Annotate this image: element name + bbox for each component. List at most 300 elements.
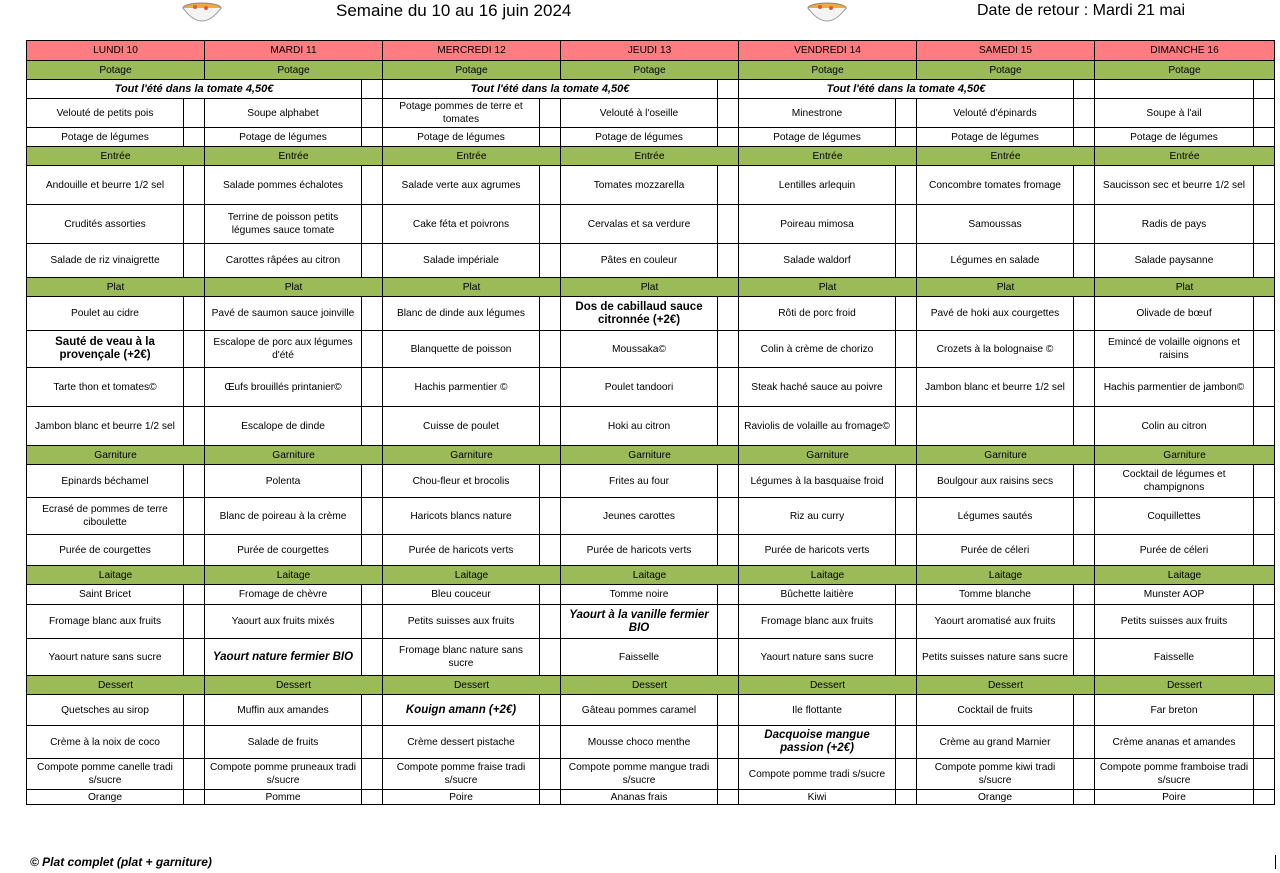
laitage-row: [27, 585, 1275, 605]
order-checkbox[interactable]: [717, 695, 738, 725]
menu-item: Poulet tandoori: [604, 381, 674, 393]
order-checkbox[interactable]: [1073, 790, 1094, 804]
order-checkbox[interactable]: [895, 244, 916, 277]
order-checkbox[interactable]: [539, 465, 560, 497]
order-checkbox[interactable]: [717, 368, 738, 406]
order-checkbox[interactable]: [361, 407, 382, 445]
menu-item: Kiwi: [807, 791, 827, 803]
order-checkbox[interactable]: [717, 80, 738, 98]
menu-item: Salade pommes échalotes: [222, 179, 344, 191]
menu-item: Carottes râpées au citron: [225, 255, 341, 266]
order-checkbox[interactable]: [361, 585, 382, 604]
order-checkbox[interactable]: [539, 585, 560, 604]
potage-row: [27, 128, 1275, 147]
menu-item: Cuisse de poulet: [423, 420, 499, 432]
order-checkbox[interactable]: [183, 205, 204, 243]
order-checkbox[interactable]: [361, 244, 382, 277]
menu-item: Blanquette de poisson: [410, 343, 512, 355]
order-checkbox[interactable]: [1073, 726, 1094, 758]
menu-item: Saucisson sec et beurre 1/2 sel: [1102, 179, 1246, 191]
order-checkbox[interactable]: [361, 331, 382, 367]
promo-label: Tout l'été dans la tomate 4,50€: [826, 82, 986, 95]
section-header-entree: Entrée: [1095, 147, 1275, 166]
menu-item: Bleu couceur: [431, 589, 491, 600]
order-checkbox[interactable]: [361, 80, 382, 98]
order-checkbox[interactable]: [361, 726, 382, 758]
menu-item: Saint Bricet: [78, 589, 132, 600]
menu-item: Sauté de veau à la provençale (+2€): [55, 336, 155, 361]
order-checkbox[interactable]: [539, 759, 560, 789]
menu-item: Légumes en salade: [950, 255, 1040, 266]
order-checkbox[interactable]: [895, 695, 916, 725]
order-checkbox[interactable]: [1253, 639, 1274, 675]
order-checkbox[interactable]: [539, 535, 560, 565]
section-row-entree: [27, 147, 1275, 166]
menu-item: Emincé de volaille oignons et raisins: [1108, 337, 1240, 361]
menu-item: Colin au citron: [1141, 420, 1207, 432]
order-checkbox[interactable]: [183, 297, 204, 330]
menu-item: Pomme: [265, 791, 301, 803]
menu-item: Tomates mozzarella: [593, 179, 685, 191]
menu-item: Yaourt aromatisé aux fruits: [934, 616, 1056, 627]
order-checkbox[interactable]: [361, 99, 382, 127]
menu-item: Faisselle: [1153, 651, 1195, 663]
section-row-plat: [27, 278, 1275, 297]
order-checkbox[interactable]: [183, 695, 204, 725]
menu-item: Munster AOP: [1143, 589, 1205, 600]
order-checkbox[interactable]: [539, 695, 560, 725]
section-header-laitage: Laitage: [917, 566, 1095, 585]
menu-item: Compote pomme tradi s/sucre: [748, 768, 886, 780]
menu-item: Petits suisses aux fruits: [1120, 616, 1228, 627]
menu-item: Tarte thon et tomates©: [53, 381, 157, 393]
section-header-garniture: Garniture: [205, 446, 383, 465]
order-checkbox[interactable]: [183, 166, 204, 204]
order-checkbox[interactable]: [1253, 166, 1274, 204]
order-checkbox[interactable]: [1253, 99, 1274, 127]
menu-item: Yaourt aux fruits mixés: [231, 616, 335, 627]
garniture-row: [27, 465, 1275, 498]
order-checkbox[interactable]: [717, 759, 738, 789]
order-checkbox[interactable]: [1253, 726, 1274, 758]
order-checkbox[interactable]: [1073, 244, 1094, 277]
section-header-potage: Potage: [561, 61, 739, 80]
menu-item: Potage de légumes: [951, 131, 1039, 143]
section-header-plat: Plat: [27, 278, 205, 297]
order-checkbox[interactable]: [1073, 128, 1094, 146]
menu-item: Crème dessert pistache: [407, 736, 515, 748]
order-checkbox[interactable]: [183, 99, 204, 127]
dessert-row: [27, 790, 1275, 805]
menu-item: Moussaka©: [612, 343, 666, 355]
section-row-potage: [27, 61, 1275, 80]
order-checkbox[interactable]: [895, 605, 916, 638]
section-header-garniture: Garniture: [27, 446, 205, 465]
menu-item: Jambon blanc et beurre 1/2 sel: [925, 381, 1065, 393]
order-checkbox[interactable]: [895, 368, 916, 406]
section-header-laitage: Laitage: [383, 566, 561, 585]
section-header-laitage: Laitage: [739, 566, 917, 585]
order-checkbox[interactable]: [895, 205, 916, 243]
day-header: LUNDI 10: [27, 41, 205, 61]
order-checkbox[interactable]: [183, 244, 204, 277]
menu-item: Polenta: [265, 475, 301, 487]
order-checkbox[interactable]: [1073, 639, 1094, 675]
menu-item: Poire: [449, 791, 473, 803]
order-checkbox[interactable]: [1073, 166, 1094, 204]
order-checkbox[interactable]: [361, 297, 382, 330]
menu-item: Orange: [88, 791, 122, 803]
menu-item: Mousse choco menthe: [587, 736, 691, 748]
order-checkbox[interactable]: [1073, 407, 1094, 445]
section-header-dessert: Dessert: [1095, 676, 1275, 695]
order-checkbox[interactable]: [539, 790, 560, 804]
section-header-laitage: Laitage: [1095, 566, 1275, 585]
return-date: Date de retour : Mardi 21 mai: [977, 2, 1186, 19]
order-checkbox[interactable]: [183, 498, 204, 534]
order-checkbox[interactable]: [361, 535, 382, 565]
order-checkbox[interactable]: [895, 498, 916, 534]
order-checkbox[interactable]: [361, 759, 382, 789]
menu-item: Far breton: [1150, 704, 1198, 716]
order-checkbox[interactable]: [1073, 465, 1094, 497]
menu-item: Purée de haricots verts: [764, 544, 870, 556]
order-checkbox[interactable]: [895, 465, 916, 497]
order-checkbox[interactable]: [183, 128, 204, 146]
order-checkbox[interactable]: [539, 166, 560, 204]
section-row-garniture: [27, 446, 1275, 465]
order-checkbox[interactable]: [539, 99, 560, 127]
menu-item: Compote pomme kiwi tradi s/sucre: [934, 762, 1056, 786]
dessert-row: [27, 759, 1275, 790]
menu-item: Yaourt nature fermier BIO: [212, 650, 354, 663]
promo-row: [27, 80, 1275, 99]
menu-item: Boulgour aux raisins secs: [936, 475, 1054, 487]
section-row-laitage: [27, 566, 1275, 585]
order-checkbox[interactable]: [895, 759, 916, 789]
section-header-plat: Plat: [1095, 278, 1275, 297]
order-checkbox[interactable]: [361, 128, 382, 146]
order-checkbox[interactable]: [361, 790, 382, 804]
menu-item: Cocktail de fruits: [957, 704, 1033, 716]
menu-item: Crème à la noix de coco: [50, 736, 160, 748]
menu-item: Bûchette laitière: [780, 589, 854, 600]
menu-item: Salade de riz vinaigrette: [50, 255, 160, 266]
order-checkbox[interactable]: [895, 331, 916, 367]
order-checkbox[interactable]: [183, 759, 204, 789]
order-checkbox[interactable]: [1253, 205, 1274, 243]
section-header-potage: Potage: [205, 61, 383, 80]
order-checkbox[interactable]: [717, 128, 738, 146]
order-checkbox[interactable]: [539, 128, 560, 146]
order-checkbox[interactable]: [717, 297, 738, 330]
order-checkbox[interactable]: [717, 535, 738, 565]
garniture-row: [27, 535, 1275, 566]
order-checkbox[interactable]: [895, 535, 916, 565]
order-checkbox[interactable]: [895, 297, 916, 330]
menu-item: Steak haché sauce au poivre: [751, 381, 883, 393]
order-checkbox[interactable]: [1253, 790, 1274, 804]
menu-item: Hoki au citron: [607, 420, 671, 432]
order-checkbox[interactable]: [1073, 605, 1094, 638]
menu-item: Fromage blanc nature sans sucre: [398, 645, 524, 669]
menu-item: Cervalas et sa verdure: [587, 218, 691, 230]
menu-item: Poulet au cidre: [71, 308, 139, 319]
section-row-dessert: [27, 676, 1275, 695]
order-checkbox[interactable]: [1253, 759, 1274, 789]
menu-item: Petits suisses nature sans sucre: [921, 651, 1069, 663]
order-checkbox[interactable]: [183, 639, 204, 675]
soup-bowl-icon: [180, 0, 224, 26]
section-header-garniture: Garniture: [739, 446, 917, 465]
section-header-potage: Potage: [739, 61, 917, 80]
menu-item: Dacquoise mangue passion (+2€): [764, 729, 870, 754]
menu-item: Salade de fruits: [247, 736, 319, 748]
order-checkbox[interactable]: [361, 498, 382, 534]
menu-item: Rôti de porc froid: [778, 308, 856, 319]
menu-item: Chou-fleur et brocolis: [412, 475, 510, 487]
menu-item: Dos de cabillaud sauce citronnée (+2€): [575, 300, 703, 326]
section-header-entree: Entrée: [27, 147, 205, 166]
menu-item: Orange: [978, 791, 1012, 803]
order-checkbox[interactable]: [717, 99, 738, 127]
menu-item: Compote pomme mangue tradi s/sucre: [568, 762, 710, 786]
laitage-row: [27, 639, 1275, 676]
order-checkbox[interactable]: [895, 639, 916, 675]
menu-item: Purée de céleri: [1139, 544, 1209, 556]
section-header-potage: Potage: [27, 61, 205, 80]
garniture-row: [27, 498, 1275, 535]
menu-item: Escalope de dinde: [241, 420, 325, 432]
section-header-plat: Plat: [561, 278, 739, 297]
order-checkbox[interactable]: [539, 368, 560, 406]
order-checkbox[interactable]: [895, 166, 916, 204]
menu-item: Colin à crème de chorizo: [760, 343, 874, 355]
order-checkbox[interactable]: [895, 99, 916, 127]
menu-item: Haricots blancs nature: [410, 510, 512, 522]
menu-item: Purée de courgettes: [59, 544, 151, 556]
order-checkbox[interactable]: [183, 465, 204, 497]
section-header-entree: Entrée: [917, 147, 1095, 166]
menu-item: Escalope de porc aux légumes d'été: [213, 337, 353, 361]
menu-item: Muffin aux amandes: [237, 704, 329, 716]
order-checkbox[interactable]: [183, 585, 204, 604]
menu-item: Velouté de petits pois: [56, 107, 154, 119]
section-header-laitage: Laitage: [205, 566, 383, 585]
section-header-dessert: Dessert: [383, 676, 561, 695]
order-checkbox[interactable]: [1253, 128, 1274, 146]
menu-item: Lentilles arlequin: [778, 179, 856, 191]
section-header-dessert: Dessert: [561, 676, 739, 695]
order-checkbox[interactable]: [1073, 695, 1094, 725]
order-checkbox[interactable]: [717, 639, 738, 675]
menu-item: Kouign amann (+2€): [405, 703, 517, 716]
section-header-plat: Plat: [383, 278, 561, 297]
section-header-entree: Entrée: [205, 147, 383, 166]
order-checkbox[interactable]: [717, 790, 738, 804]
menu-item: Compote pomme pruneaux tradi s/sucre: [209, 762, 357, 786]
order-checkbox[interactable]: [183, 726, 204, 758]
menu-item: Œufs brouillés printanier©: [224, 381, 342, 393]
order-checkbox[interactable]: [717, 166, 738, 204]
menu-item: Terrine de poisson petits légumes sauce tomate: [227, 212, 339, 236]
menu-item: Pavé de hoki aux courgettes: [930, 308, 1060, 319]
order-checkbox[interactable]: [895, 726, 916, 758]
order-checkbox[interactable]: [717, 585, 738, 604]
menu-item: Tomme noire: [609, 589, 669, 600]
menu-item: Faisselle: [618, 651, 660, 663]
section-header-dessert: Dessert: [917, 676, 1095, 695]
menu-item: Cake féta et poivrons: [412, 218, 510, 230]
menu-item: Radis de pays: [1141, 218, 1207, 230]
order-checkbox[interactable]: [1073, 368, 1094, 406]
order-checkbox[interactable]: [717, 331, 738, 367]
order-checkbox[interactable]: [539, 726, 560, 758]
order-checkbox[interactable]: [1073, 535, 1094, 565]
menu-item: Velouté à l'oseille: [599, 107, 679, 119]
order-checkbox[interactable]: [183, 790, 204, 804]
order-checkbox[interactable]: [1073, 80, 1094, 98]
dessert-row: [27, 695, 1275, 726]
menu-item: Purée de courgettes: [237, 544, 329, 556]
day-header: VENDREDI 14: [739, 41, 917, 61]
order-checkbox[interactable]: [1073, 99, 1094, 127]
section-header-garniture: Garniture: [561, 446, 739, 465]
order-checkbox[interactable]: [361, 465, 382, 497]
menu-item: Compote pomme fraise tradi s/sucre: [396, 762, 526, 786]
plat-row: [27, 407, 1275, 446]
order-checkbox[interactable]: [539, 297, 560, 330]
order-checkbox[interactable]: [539, 639, 560, 675]
order-checkbox[interactable]: [361, 639, 382, 675]
order-checkbox[interactable]: [895, 790, 916, 804]
menu-item: Yaourt nature sans sucre: [760, 651, 874, 663]
order-checkbox[interactable]: [1073, 205, 1094, 243]
menu-item: Cocktail de légumes et champignons: [1122, 469, 1226, 493]
section-header-garniture: Garniture: [383, 446, 561, 465]
plat-row: [27, 297, 1275, 331]
menu-item: Crème au grand Marnier: [939, 736, 1051, 748]
menu-item: Raviolis de volaille au fromage©: [744, 420, 890, 432]
menu-item: Soupe à l'ail: [1146, 107, 1202, 119]
menu-item: Crozets à la bolognaise ©: [936, 343, 1054, 355]
section-header-entree: Entrée: [561, 147, 739, 166]
menu-item: Salade verte aux agrumes: [401, 179, 521, 191]
order-checkbox[interactable]: [539, 498, 560, 534]
section-header-potage: Potage: [917, 61, 1095, 80]
menu-item: Fromage de chèvre: [238, 589, 328, 600]
order-checkbox[interactable]: [361, 205, 382, 243]
order-checkbox[interactable]: [1253, 368, 1274, 406]
order-checkbox[interactable]: [183, 368, 204, 406]
order-checkbox[interactable]: [539, 205, 560, 243]
menu-item: Fromage blanc aux fruits: [48, 616, 162, 627]
menu-item: Poire: [1162, 791, 1186, 803]
menu-item: Salade impériale: [423, 255, 499, 266]
order-checkbox[interactable]: [1073, 297, 1094, 330]
order-checkbox[interactable]: [1073, 759, 1094, 789]
order-checkbox[interactable]: [717, 205, 738, 243]
order-checkbox[interactable]: [183, 535, 204, 565]
order-checkbox[interactable]: [361, 695, 382, 725]
order-checkbox[interactable]: [361, 166, 382, 204]
order-checkbox[interactable]: [1253, 605, 1274, 638]
order-checkbox[interactable]: [1253, 535, 1274, 565]
order-checkbox[interactable]: [895, 407, 916, 445]
order-checkbox[interactable]: [1073, 331, 1094, 367]
menu-item: Salade paysanne: [1134, 255, 1214, 266]
menu-item: Ecrasé de pommes de terre ciboulette: [42, 504, 168, 528]
menu-item: Olivade de bœuf: [1136, 308, 1212, 319]
menu-item: [917, 407, 1073, 445]
order-checkbox[interactable]: [1253, 244, 1274, 277]
soup-bowl-icon: [805, 0, 849, 26]
menu-item: Quetsches au sirop: [61, 704, 149, 716]
order-checkbox[interactable]: [183, 331, 204, 367]
order-checkbox[interactable]: [717, 726, 738, 758]
order-checkbox[interactable]: [539, 244, 560, 277]
order-checkbox[interactable]: [1253, 498, 1274, 534]
order-checkbox[interactable]: [717, 605, 738, 638]
order-checkbox[interactable]: [361, 605, 382, 638]
order-checkbox[interactable]: [539, 605, 560, 638]
order-checkbox[interactable]: [1253, 407, 1274, 445]
order-checkbox[interactable]: [1253, 80, 1274, 98]
menu-item: Potage pommes de terre et tomates: [399, 101, 523, 125]
empty-cell: [1095, 80, 1253, 98]
order-checkbox[interactable]: [895, 128, 916, 146]
order-checkbox[interactable]: [183, 605, 204, 638]
menu-item: Gâteau pommes caramel: [581, 704, 697, 716]
dessert-row: [27, 726, 1275, 759]
order-checkbox[interactable]: [717, 407, 738, 445]
menu-item: Minestrone: [791, 107, 843, 119]
menu-item: Potage de légumes: [773, 131, 861, 143]
menu-item: Soupe alphabet: [247, 107, 319, 119]
section-header-potage: Potage: [1095, 61, 1275, 80]
menu-item: Samoussas: [968, 218, 1022, 230]
order-checkbox[interactable]: [1073, 585, 1094, 604]
days-header-row: [27, 41, 1275, 61]
order-checkbox[interactable]: [539, 331, 560, 367]
order-checkbox[interactable]: [183, 407, 204, 445]
order-checkbox[interactable]: [717, 498, 738, 534]
order-checkbox[interactable]: [1253, 695, 1274, 725]
order-checkbox[interactable]: [1253, 585, 1274, 604]
section-header-laitage: Laitage: [27, 566, 205, 585]
promo-label: Tout l'été dans la tomate 4,50€: [114, 82, 274, 95]
order-checkbox[interactable]: [539, 407, 560, 445]
section-header-entree: Entrée: [739, 147, 917, 166]
order-checkbox[interactable]: [361, 368, 382, 406]
menu-item: Purée de céleri: [960, 544, 1030, 556]
order-checkbox[interactable]: [1253, 331, 1274, 367]
plat-row: [27, 331, 1275, 368]
order-checkbox[interactable]: [895, 585, 916, 604]
section-header-garniture: Garniture: [917, 446, 1095, 465]
menu-item: Pavé de saumon sauce joinville: [211, 308, 355, 319]
order-checkbox[interactable]: [717, 244, 738, 277]
order-checkbox[interactable]: [717, 465, 738, 497]
order-checkbox[interactable]: [1073, 498, 1094, 534]
section-header-plat: Plat: [917, 278, 1095, 297]
menu-item: Blanc de poireau à la crème: [219, 510, 347, 522]
order-checkbox[interactable]: [1253, 465, 1274, 497]
menu-item: Purée de haricots verts: [586, 544, 692, 556]
menu-item: Yaourt nature sans sucre: [48, 651, 162, 663]
order-checkbox[interactable]: [1253, 297, 1274, 330]
menu-item: Potage de légumes: [61, 131, 149, 143]
